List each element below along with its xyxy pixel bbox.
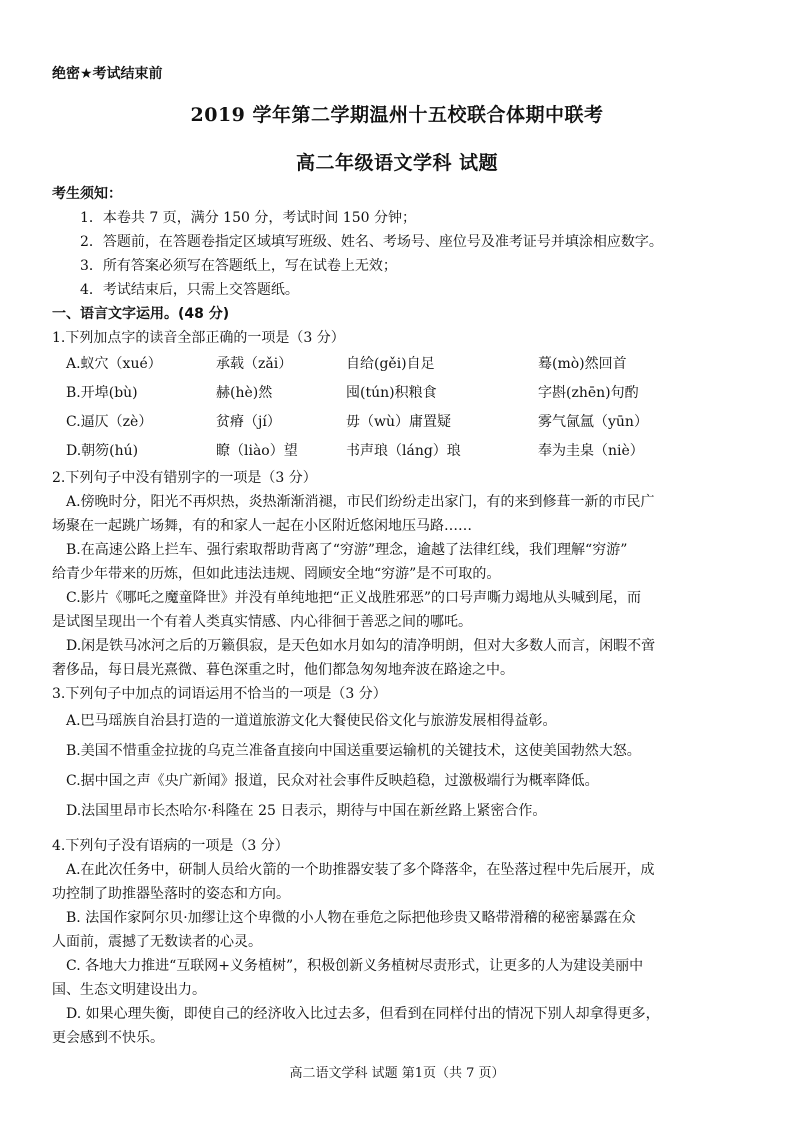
question-2-option-c: C.影片《哪吒之魔童降世》并没有单纯地把“正义战胜邪恶”的口号声嘶力竭地从头喊到尾，而 [66,590,641,606]
confidential-label: 绝密★考试结束前 [52,66,163,82]
option-cell: C.逼仄（zè） [66,414,153,430]
question-4-option-c-cont: 国、生态文明建设出力。 [52,982,206,998]
notice-item: 3．所有答案必须写在答题纸上，写在试卷上无效； [80,258,397,274]
option-cell: A.蚁穴（xué） [66,356,162,372]
question-3-option-a: A.巴马瑶族自治县打造的一道道旅游文化大餐使民俗文化与旅游发展相得益彰。 [66,713,557,729]
notice-item: 4．考试结束后，只需上交答题纸。 [80,282,299,298]
option-cell: 蓦(mò)然回首 [538,356,627,372]
question-4-option-a-cont: 功控制了助推器坠落时的姿态和方向。 [52,886,290,902]
option-cell: B.开埠(bù) [66,385,138,401]
question-4-option-b-cont: 人面前，震撼了无数读者的心灵。 [52,934,262,950]
option-cell: 自给(gěi)自足 [346,356,435,372]
option-cell: 瞭（liào）望 [216,443,298,459]
question-4-option-c: C. 各地大力推进“互联网+义务植树”，积极创新义务植树尽责形式，让更多的人为建设美丽中 [66,958,644,974]
question-2-option-d-cont: 奢侈品，每日晨光熹微、暮色深重之时，他们都急匆匆地奔波在路途之中。 [52,662,514,678]
question-4-option-d: D. 如果心理失衡，即使自己的经济收入比过去多，但看到在同样付出的情况下别人却拿得更多， [66,1006,660,1022]
question-4-stem: 4.下列句子没有语病的一项是（3 分） [52,838,289,854]
question-2-option-d: D.闲是铁马冰河之后的万籁俱寂，是天色如水月如勾的清净明朗，但对大多数人而言，闲暇不啻 [66,638,656,654]
option-cell: 毋（wù）庸置疑 [346,414,451,430]
section-title: 一、语言文字运用。(48 分) [52,306,230,322]
question-1-stem: 1.下列加点字的读音全部正确的一项是（3 分） [52,330,345,346]
notice-item: 2．答题前，在答题卷指定区域填写班级、姓名、考场号、座位号及准考证号并填涂相应数字。 [80,234,663,250]
option-cell: 书声琅（láng）琅 [346,443,461,459]
notice-heading: 考生须知： [52,186,122,202]
option-cell: 囤(tún)积粮食 [346,385,437,401]
option-cell: D.朝笏(hú) [66,443,139,459]
exam-title: 2019 学年第二学期温州十五校联合体期中联考 [190,104,604,126]
question-2-option-a: A.傍晚时分，阳光不再炽热，炎热渐渐消褪，市民们纷纷走出家门，有的来到修葺一新的市民广 [66,494,655,510]
option-cell: 承载（zǎi） [216,356,293,372]
option-cell: 字斟(zhēn)句酌 [538,385,639,401]
exam-body [52,182,752,1050]
page-footer: 高二语文学科 试题 第1页（共 7 页） [289,1066,505,1081]
question-2-stem: 2.下列句子中没有错别字的一项是（3 分） [52,470,317,486]
notice-item: 1．本卷共 7 页，满分 150 分，考试时间 150 分钟； [80,210,416,226]
question-2-option-b-cont: 给青少年带来的历炼，但如此违法违规、罔顾安全地“穷游”是不可取的。 [52,566,501,582]
option-cell: 奉为圭臬（niè） [538,443,644,459]
question-2-option-a-cont: 场聚在一起跳广场舞，有的和家人一起在小区附近悠闲地压马路…… [52,518,472,534]
question-2-option-b: B.在高速公路上拦车、强行索取帮助背离了“穷游”理念，逾越了法律红线，我们理解“穷游” [66,542,628,558]
question-2-option-c-cont: 是试图呈现出一个有着人类真实情感、内心徘徊于善恶之间的哪吒。 [52,614,472,630]
question-4-option-a: A.在此次任务中，研制人员给火箭的一个助推器安装了多个降落伞，在坠落过程中先后展开，成 [66,862,655,878]
question-3-option-d: D.法国里昂市长杰哈尔·科隆在 25 日表示，期待与中国在新丝路上紧密合作。 [66,803,547,819]
question-1-options [52,350,752,466]
question-3-option-b: B.美国不惜重金拉拢的乌克兰准备直接向中国送重要运输机的关键技术，这使美国勃然大怒。 [66,743,641,759]
question-4-option-b: B. 法国作家阿尔贝·加缪让这个卑微的小人物在垂危之际把他珍贵又略带滑稽的秘密暴露在众 [66,910,636,926]
exam-subtitle: 高二年级语文学科 试题 [295,152,499,174]
question-3-option-c: C.据中国之声《央广新闻》报道，民众对社会事件反映趋稳，过激极端行为概率降低。 [66,773,599,789]
option-cell: 雾气氤氲（yūn） [538,414,648,430]
question-3-stem: 3.下列句子中加点的词语运用不恰当的一项是（3 分） [52,686,387,702]
option-cell: 赫(hè)然 [216,385,273,401]
option-cell: 贫瘠（jí） [216,414,281,430]
question-4-option-d-cont: 更会感到不快乐。 [52,1030,164,1046]
